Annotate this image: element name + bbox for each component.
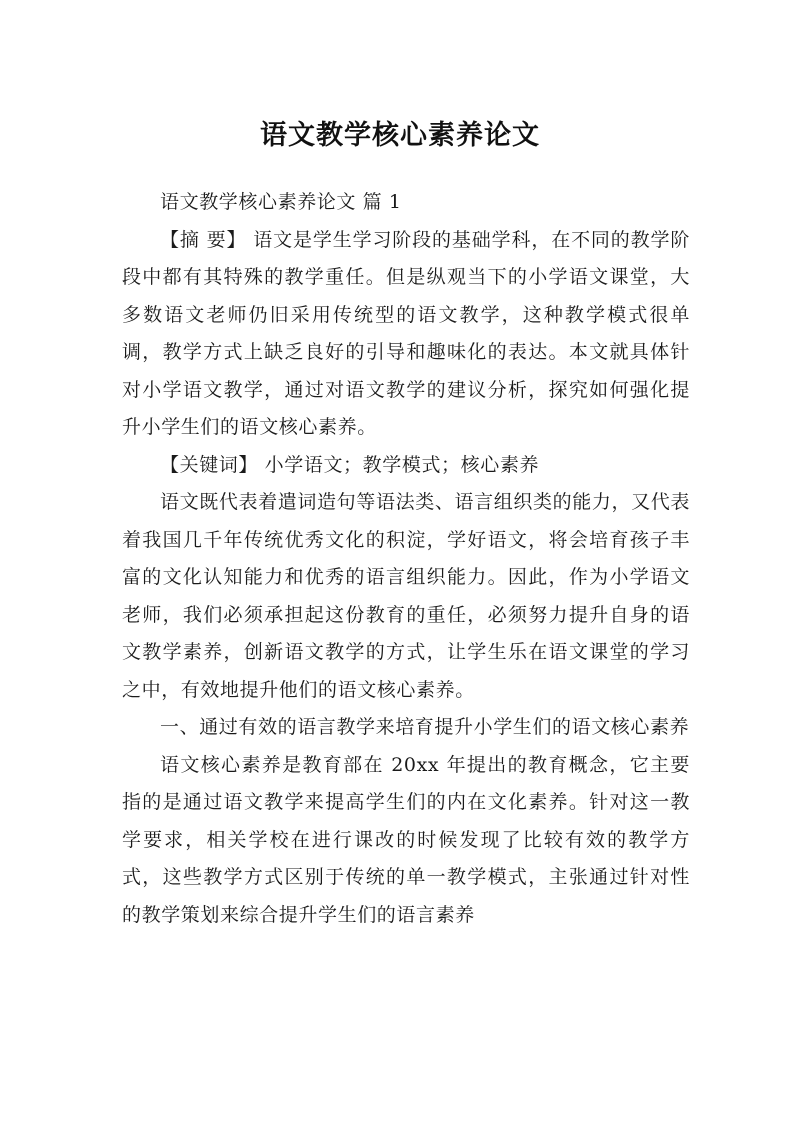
- document-body: [122, 184, 690, 934]
- section-heading: 一、通过有效的语言教学来培育提升小学生们的语文核心素养: [160, 716, 690, 738]
- keywords-paragraph: 【关键词】 小学语文；教学模式；核心素养: [160, 453, 540, 476]
- body-paragraph: 语文核心素养是教育部在 20xx 年提出的教育概念，它主要指的是通过语文教学来提高学生们的内在文化素养。针对这一教学要求，相关学校在进行课改的时候发现了比较有效的教学方式，这些教学方式区别于传统的单一教学模式，主张通过针对性的教学策划来综合提升学生们的语言素养: [122, 753, 690, 926]
- intro-paragraph: 语文既代表着遣词造句等语法类、语言组织类的能力，又代表着我国几千年传统优秀文化的积淀，学好语文，将会培育孩子丰富的文化认知能力和优秀的语言组织能力。因此，作为小学语文老师，我们必须承担起这份教育的重任，必须努力提升自身的语文教学素养，创新语文教学的方式，让学生乐在语文课堂的学习之中，有效地提升他们的语文核心素养。: [122, 491, 690, 701]
- document-title: 语文教学核心素养论文: [260, 120, 540, 152]
- abstract-paragraph: 【摘 要】 语文是学生学习阶段的基础学科，在不同的教学阶段中都有其特殊的教学重任。但是纵观当下的小学语文课堂，大多数语文老师仍旧采用传统型的语文教学，这种教学模式很单调，教学方式上缺乏良好的引导和趣味化的表达。本文就具体针对小学语文教学，通过对语文教学的建议分析，探究如何强化提升小学生们的语文核心素养。: [122, 228, 690, 438]
- section-label: 语文教学核心素养论文 篇 1: [160, 191, 402, 213]
